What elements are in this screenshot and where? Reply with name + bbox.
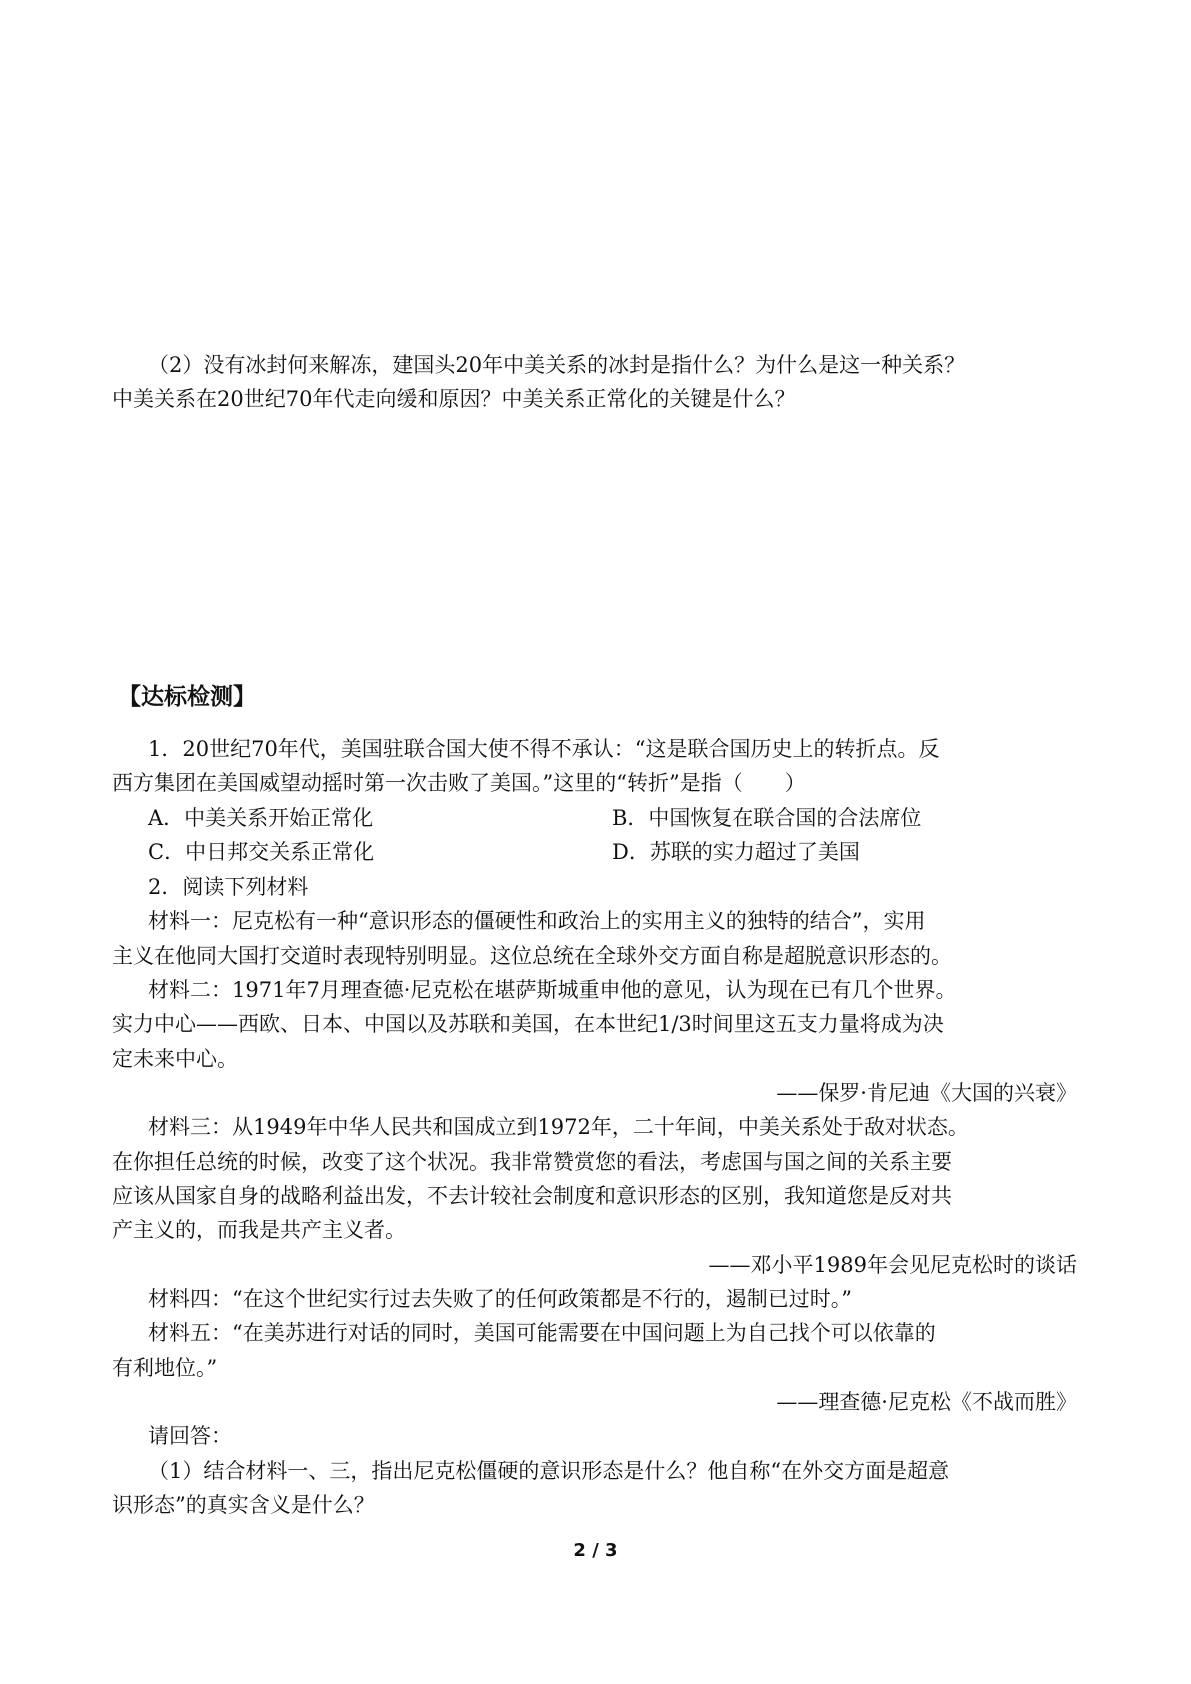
material-2-line-1: 材料二：1971年7月理查德·尼克松在堪萨斯城重申他的意见，认为现在已有几个世界。 — [148, 978, 957, 1002]
question-2-line-1: （2）没有冰封何来解冻，建国头20年中美关系的冰封是指什么？为什么是这一种关系？ — [148, 353, 966, 377]
material-5-line-2: 有利地位。” — [112, 1356, 218, 1380]
material-1-line-1: 材料一：尼克松有一种“意识形态的僵硬性和政治上的实用主义的独特的结合”，实用 — [148, 909, 926, 933]
page-number: 2 / 3 — [573, 1540, 618, 1561]
material-3-line-4: 产主义的，而我是共产主义者。 — [112, 1218, 406, 1242]
q1-option-a: A．中美关系开始正常化 — [148, 806, 374, 830]
subquestion-1-line-2: 识形态”的真实含义是什么？ — [112, 1493, 375, 1517]
material-3-line-2: 在你担任总统的时候，改变了这个状况。我非常赞赏您的看法，考虑国与国之间的关系主要 — [112, 1150, 952, 1174]
q1-stem-line-2: 西方集团在美国威望动摇时第一次击败了美国。”这里的“转折”是指（ ） — [112, 771, 806, 795]
q1-option-b: B．中国恢复在联合国的合法席位 — [612, 806, 922, 830]
material-3-source: ——邓小平1989年会见尼克松时的谈话 — [708, 1253, 1077, 1277]
q1-option-d: D．苏联的实力超过了美国 — [612, 840, 860, 864]
section-title: 【达标检测】 — [118, 684, 256, 710]
material-3-line-3: 应该从国家自身的战略利益出发，不去计较社会制度和意识形态的区别，我知道您是反对共 — [112, 1184, 952, 1208]
material-2-source: ——保罗·肯尼迪《大国的兴衰》 — [776, 1081, 1077, 1105]
material-4-line-1: 材料四：“在这个世纪实行过去失败了的任何政策都是不行的，遏制已过时。” — [148, 1287, 852, 1311]
material-2-line-2: 实力中心——西欧、日本、中国以及苏联和美国，在本世纪1/3时间里这五支力量将成为决 — [112, 1012, 944, 1036]
question-2-line-2: 中美关系在20世纪70年代走向缓和原因？中美关系正常化的关键是什么？ — [112, 387, 796, 411]
answer-prompt: 请回答： — [148, 1424, 232, 1448]
material-5-source: ——理查德·尼克松《不战而胜》 — [776, 1390, 1077, 1414]
material-1-line-2: 主义在他同大国打交道时表现特别明显。这位总统在全球外交方面自称是超脱意识形态的。 — [112, 944, 952, 968]
material-2-line-3: 定未来中心。 — [112, 1047, 238, 1071]
subquestion-1-line-1: （1）结合材料一、三，指出尼克松僵硬的意识形态是什么？他自称“在外交方面是超意 — [148, 1459, 950, 1483]
q2-intro: 2．阅读下列材料 — [148, 875, 309, 899]
q1-option-c: C．中日邦交关系正常化 — [148, 840, 375, 864]
q1-stem-line-1: 1．20世纪70年代，美国驻联合国大使不得不承认：“这是联合国历史上的转折点。反 — [148, 737, 940, 761]
material-5-line-1: 材料五：“在美苏进行对话的同时，美国可能需要在中国问题上为自己找个可以依靠的 — [148, 1321, 936, 1345]
material-3-line-1: 材料三：从1949年中华人民共和国成立到1972年，二十年间，中美关系处于敌对状态。 — [148, 1115, 969, 1139]
